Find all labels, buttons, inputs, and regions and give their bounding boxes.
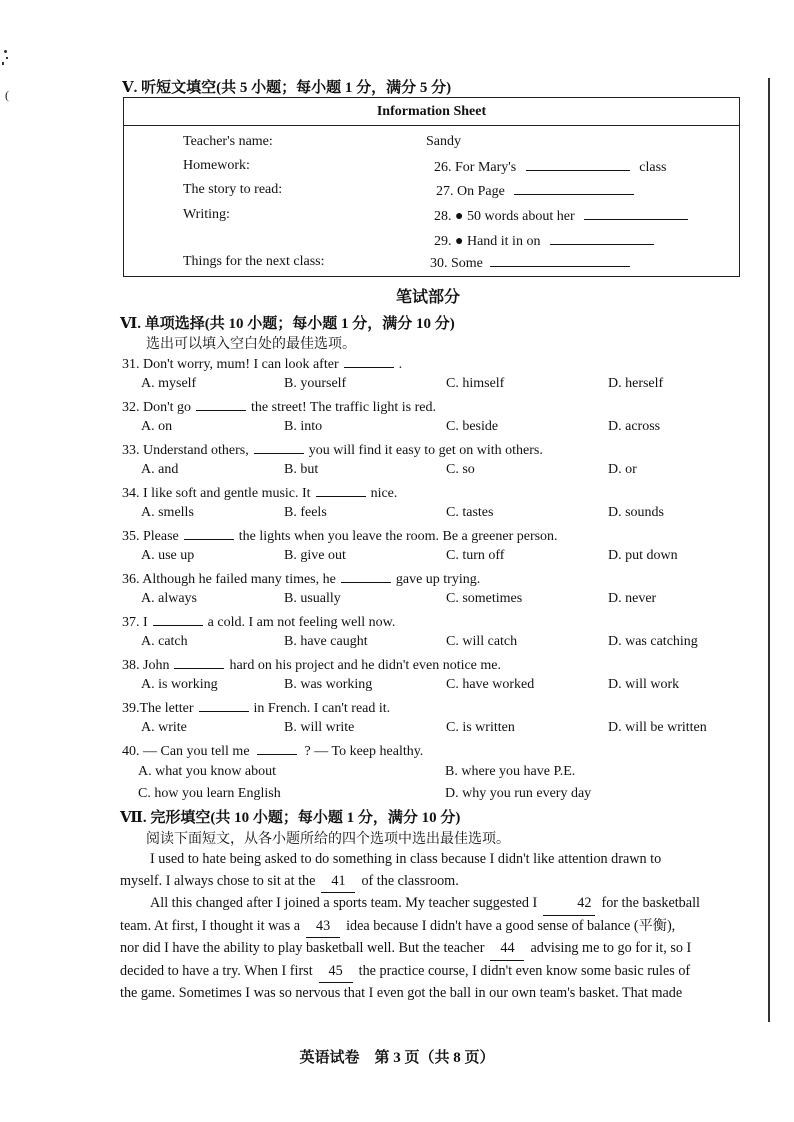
answer-option[interactable]: D. never bbox=[608, 591, 657, 606]
question-stem bbox=[122, 441, 543, 459]
answer-blank-29[interactable] bbox=[550, 232, 654, 245]
question-stem-post: nice. bbox=[370, 486, 398, 501]
cloze-blank-number[interactable]: 43 bbox=[306, 916, 340, 939]
question-stem bbox=[122, 484, 397, 502]
answer-blank-28[interactable] bbox=[584, 207, 688, 220]
sheet-row-label: Teacher's name: bbox=[183, 134, 273, 149]
sheet-row-label: The story to read: bbox=[183, 182, 283, 197]
question-stem-pre: 31. Don't worry, mum! I can look after bbox=[122, 357, 339, 372]
answer-option[interactable]: C. beside bbox=[446, 419, 499, 434]
sheet-row-value bbox=[434, 232, 654, 250]
question-stem-pre: 32. Don't go bbox=[122, 400, 192, 415]
passage-text: All this changed after I joined a sports team. My teacher suggested I bbox=[150, 895, 538, 911]
question-stem-pre: 34. I like soft and gentle music. It bbox=[122, 486, 311, 501]
answer-option[interactable]: B. where you have P.E. bbox=[445, 764, 576, 779]
sheet-row-value-text: 28. ● 50 words about her bbox=[434, 209, 575, 224]
question-stem-pre: 35. Please bbox=[122, 529, 179, 544]
passage-text: the game. Sometimes I was so nervous that I even got the ball in our own team's basket. That made bbox=[120, 985, 683, 1001]
answer-option[interactable]: B. have caught bbox=[284, 634, 368, 649]
answer-blank-30[interactable] bbox=[490, 254, 630, 267]
question-stem-pre: 33. Understand others, bbox=[122, 443, 249, 458]
answer-option[interactable]: A. is working bbox=[141, 677, 218, 692]
passage-line bbox=[120, 893, 742, 916]
answer-option[interactable]: D. was catching bbox=[608, 634, 698, 649]
answer-option[interactable]: C. have worked bbox=[446, 677, 535, 692]
passage-text: advising me to go for it, so I bbox=[530, 940, 692, 956]
sheet-row-value-text: 30. Some bbox=[430, 256, 483, 271]
cloze-blank-number[interactable]: 42 bbox=[543, 893, 595, 916]
answer-option[interactable]: A. catch bbox=[141, 634, 188, 649]
question-stem-post: hard on his project and he didn't even notice me. bbox=[229, 658, 502, 673]
answer-option[interactable]: D. sounds bbox=[608, 505, 665, 520]
answer-option[interactable]: C. sometimes bbox=[446, 591, 523, 606]
answer-option[interactable]: C. how you learn English bbox=[138, 786, 281, 801]
question-stem bbox=[122, 527, 558, 545]
answer-option[interactable]: A. smells bbox=[141, 505, 194, 520]
answer-option[interactable]: D. herself bbox=[608, 376, 664, 391]
answer-option[interactable]: A. always bbox=[141, 591, 197, 606]
answer-option[interactable]: D. put down bbox=[608, 548, 678, 563]
answer-option[interactable]: A. on bbox=[141, 419, 173, 434]
question-stem bbox=[122, 570, 480, 588]
question-stem-pre: 40. — Can you tell me bbox=[122, 744, 250, 759]
answer-option[interactable]: D. across bbox=[608, 419, 661, 434]
answer-option[interactable]: B. give out bbox=[284, 548, 346, 563]
question-blank[interactable] bbox=[257, 742, 297, 755]
cloze-blank-number[interactable]: 44 bbox=[490, 938, 524, 961]
question-stem bbox=[122, 355, 402, 373]
question-stem-post: you will find it easy to get on with others. bbox=[308, 443, 543, 458]
answer-blank-27[interactable] bbox=[514, 182, 634, 195]
question-stem-post: the street! The traffic light is red. bbox=[251, 400, 436, 415]
passage-text: team. At first, I thought it was a bbox=[120, 917, 301, 934]
question-blank[interactable] bbox=[184, 527, 234, 540]
passage-line bbox=[120, 871, 742, 894]
section7-title: Ⅶ. 完形填空(共 10 小题；每小题 1 分，满分 10 分) bbox=[120, 810, 461, 826]
passage-line bbox=[120, 849, 742, 871]
passage-text: I used to hate being asked to do something in class because I didn't like attention drawn to bbox=[150, 851, 662, 867]
question-blank[interactable] bbox=[316, 484, 366, 497]
answer-option[interactable]: B. usually bbox=[284, 591, 341, 606]
question-blank[interactable] bbox=[344, 355, 394, 368]
answer-option[interactable]: A. myself bbox=[141, 376, 197, 391]
question-blank[interactable] bbox=[341, 570, 391, 583]
answer-option[interactable]: C. so bbox=[446, 462, 475, 477]
sheet-row-value-text: 29. ● Hand it in on bbox=[434, 234, 541, 249]
cloze-blank-number[interactable]: 41 bbox=[321, 871, 355, 894]
question-stem-post: gave up trying. bbox=[395, 572, 481, 587]
passage-text: myself. I always chose to sit at the bbox=[120, 872, 316, 889]
passage-text: nor did I have the ability to play basketball well. But the teacher bbox=[120, 940, 485, 956]
answer-option[interactable]: B. was working bbox=[284, 677, 373, 692]
sheet-row-label: Homework: bbox=[183, 158, 250, 173]
passage-text: idea because I didn't have a good sense of balance (平衡), bbox=[346, 917, 676, 934]
passage-line bbox=[120, 961, 742, 984]
cloze-passage bbox=[120, 849, 742, 1005]
answer-option[interactable]: B. will write bbox=[284, 720, 355, 735]
question-stem-post: ? — To keep healthy. bbox=[304, 744, 424, 759]
cloze-blank-number[interactable]: 45 bbox=[319, 961, 353, 984]
question-stem-post: the lights when you leave the room. Be a greener person. bbox=[238, 529, 558, 544]
answer-option[interactable]: C. will catch bbox=[446, 634, 518, 649]
right-margin-rule bbox=[768, 78, 770, 1022]
question-stem-post: in French. I can't read it. bbox=[253, 701, 391, 716]
answer-option[interactable]: A. and bbox=[141, 462, 179, 477]
answer-option[interactable]: D. or bbox=[608, 462, 637, 477]
question-stem bbox=[122, 699, 390, 717]
section7-instruction: 阅读下面短文，从各小题所给的四个选项中选出最佳选项。 bbox=[146, 832, 510, 847]
sheet-row-value bbox=[430, 254, 630, 272]
answer-option[interactable]: A. what you know about bbox=[138, 764, 277, 779]
sheet-row-label: Things for the next class: bbox=[183, 254, 325, 269]
answer-option[interactable]: D. why you run every day bbox=[445, 786, 592, 801]
answer-option[interactable]: B. feels bbox=[284, 505, 327, 520]
passage-line bbox=[120, 983, 742, 1005]
sheet-row-value: Sandy bbox=[426, 134, 461, 149]
sheet-row-value bbox=[434, 207, 688, 225]
question-stem-post: . bbox=[398, 357, 403, 372]
question-blank[interactable] bbox=[199, 699, 249, 712]
sheet-row-value bbox=[434, 158, 666, 176]
question-blank[interactable] bbox=[153, 613, 203, 626]
sheet-row-label: Writing: bbox=[183, 207, 230, 222]
passage-text: of the classroom. bbox=[361, 872, 459, 889]
question-stem bbox=[122, 656, 501, 674]
page-footer: 英语试卷 第 3 页（共 8 页） bbox=[299, 1050, 495, 1066]
passage-line bbox=[120, 938, 742, 961]
question-stem-pre: 36. Although he failed many times, he bbox=[122, 572, 336, 587]
passage-line bbox=[120, 916, 742, 939]
section6-title: Ⅵ. 单项选择(共 10 小题；每小题 1 分，满分 10 分) bbox=[120, 316, 455, 332]
answer-option[interactable]: C. turn off bbox=[446, 548, 505, 563]
answer-option[interactable]: B. yourself bbox=[284, 376, 347, 391]
question-stem-post: a cold. I am not feeling well now. bbox=[207, 615, 396, 630]
question-blank[interactable] bbox=[174, 656, 224, 669]
answer-option[interactable]: C. is written bbox=[446, 720, 515, 735]
answer-option[interactable]: B. but bbox=[284, 462, 319, 477]
sheet-row-value-text: 26. For Mary's bbox=[434, 160, 517, 175]
sheet-row-value bbox=[436, 182, 634, 200]
section5-title: Ⅴ. 听短文填空(共 5 小题；每小题 1 分，满分 5 分) bbox=[122, 80, 452, 96]
question-stem bbox=[122, 613, 395, 631]
passage-text: the practice course, I didn't even know some basic rules of bbox=[358, 962, 691, 979]
question-stem-pre: 38. John bbox=[122, 658, 170, 673]
question-stem bbox=[122, 742, 423, 760]
sheet-row-trail: class bbox=[639, 160, 667, 175]
question-blank[interactable] bbox=[196, 398, 246, 411]
question-stem bbox=[122, 398, 436, 416]
sheet-row-value-text: 27. On Page bbox=[436, 184, 505, 199]
information-sheet-title: Information Sheet bbox=[124, 98, 739, 126]
question-blank[interactable] bbox=[254, 441, 304, 454]
answer-option[interactable]: A. use up bbox=[141, 548, 195, 563]
answer-option[interactable]: A. write bbox=[141, 720, 187, 735]
question-stem-pre: 39.The letter bbox=[122, 701, 194, 716]
answer-option[interactable]: B. into bbox=[284, 419, 323, 434]
passage-text: decided to have a try. When I first bbox=[120, 962, 313, 979]
question-stem-pre: 37. I bbox=[122, 615, 148, 630]
passage-text: for the basketball bbox=[601, 895, 700, 911]
answer-option[interactable]: C. himself bbox=[446, 376, 505, 391]
answer-blank-26[interactable] bbox=[526, 158, 630, 171]
answer-option[interactable]: C. tastes bbox=[446, 505, 494, 520]
written-part-title: 笔试部分 bbox=[396, 289, 461, 306]
section6-instruction: 选出可以填入空白处的最佳选项。 bbox=[146, 337, 356, 352]
answer-option[interactable]: D. will be written bbox=[608, 720, 707, 735]
answer-option[interactable]: D. will work bbox=[608, 677, 680, 692]
